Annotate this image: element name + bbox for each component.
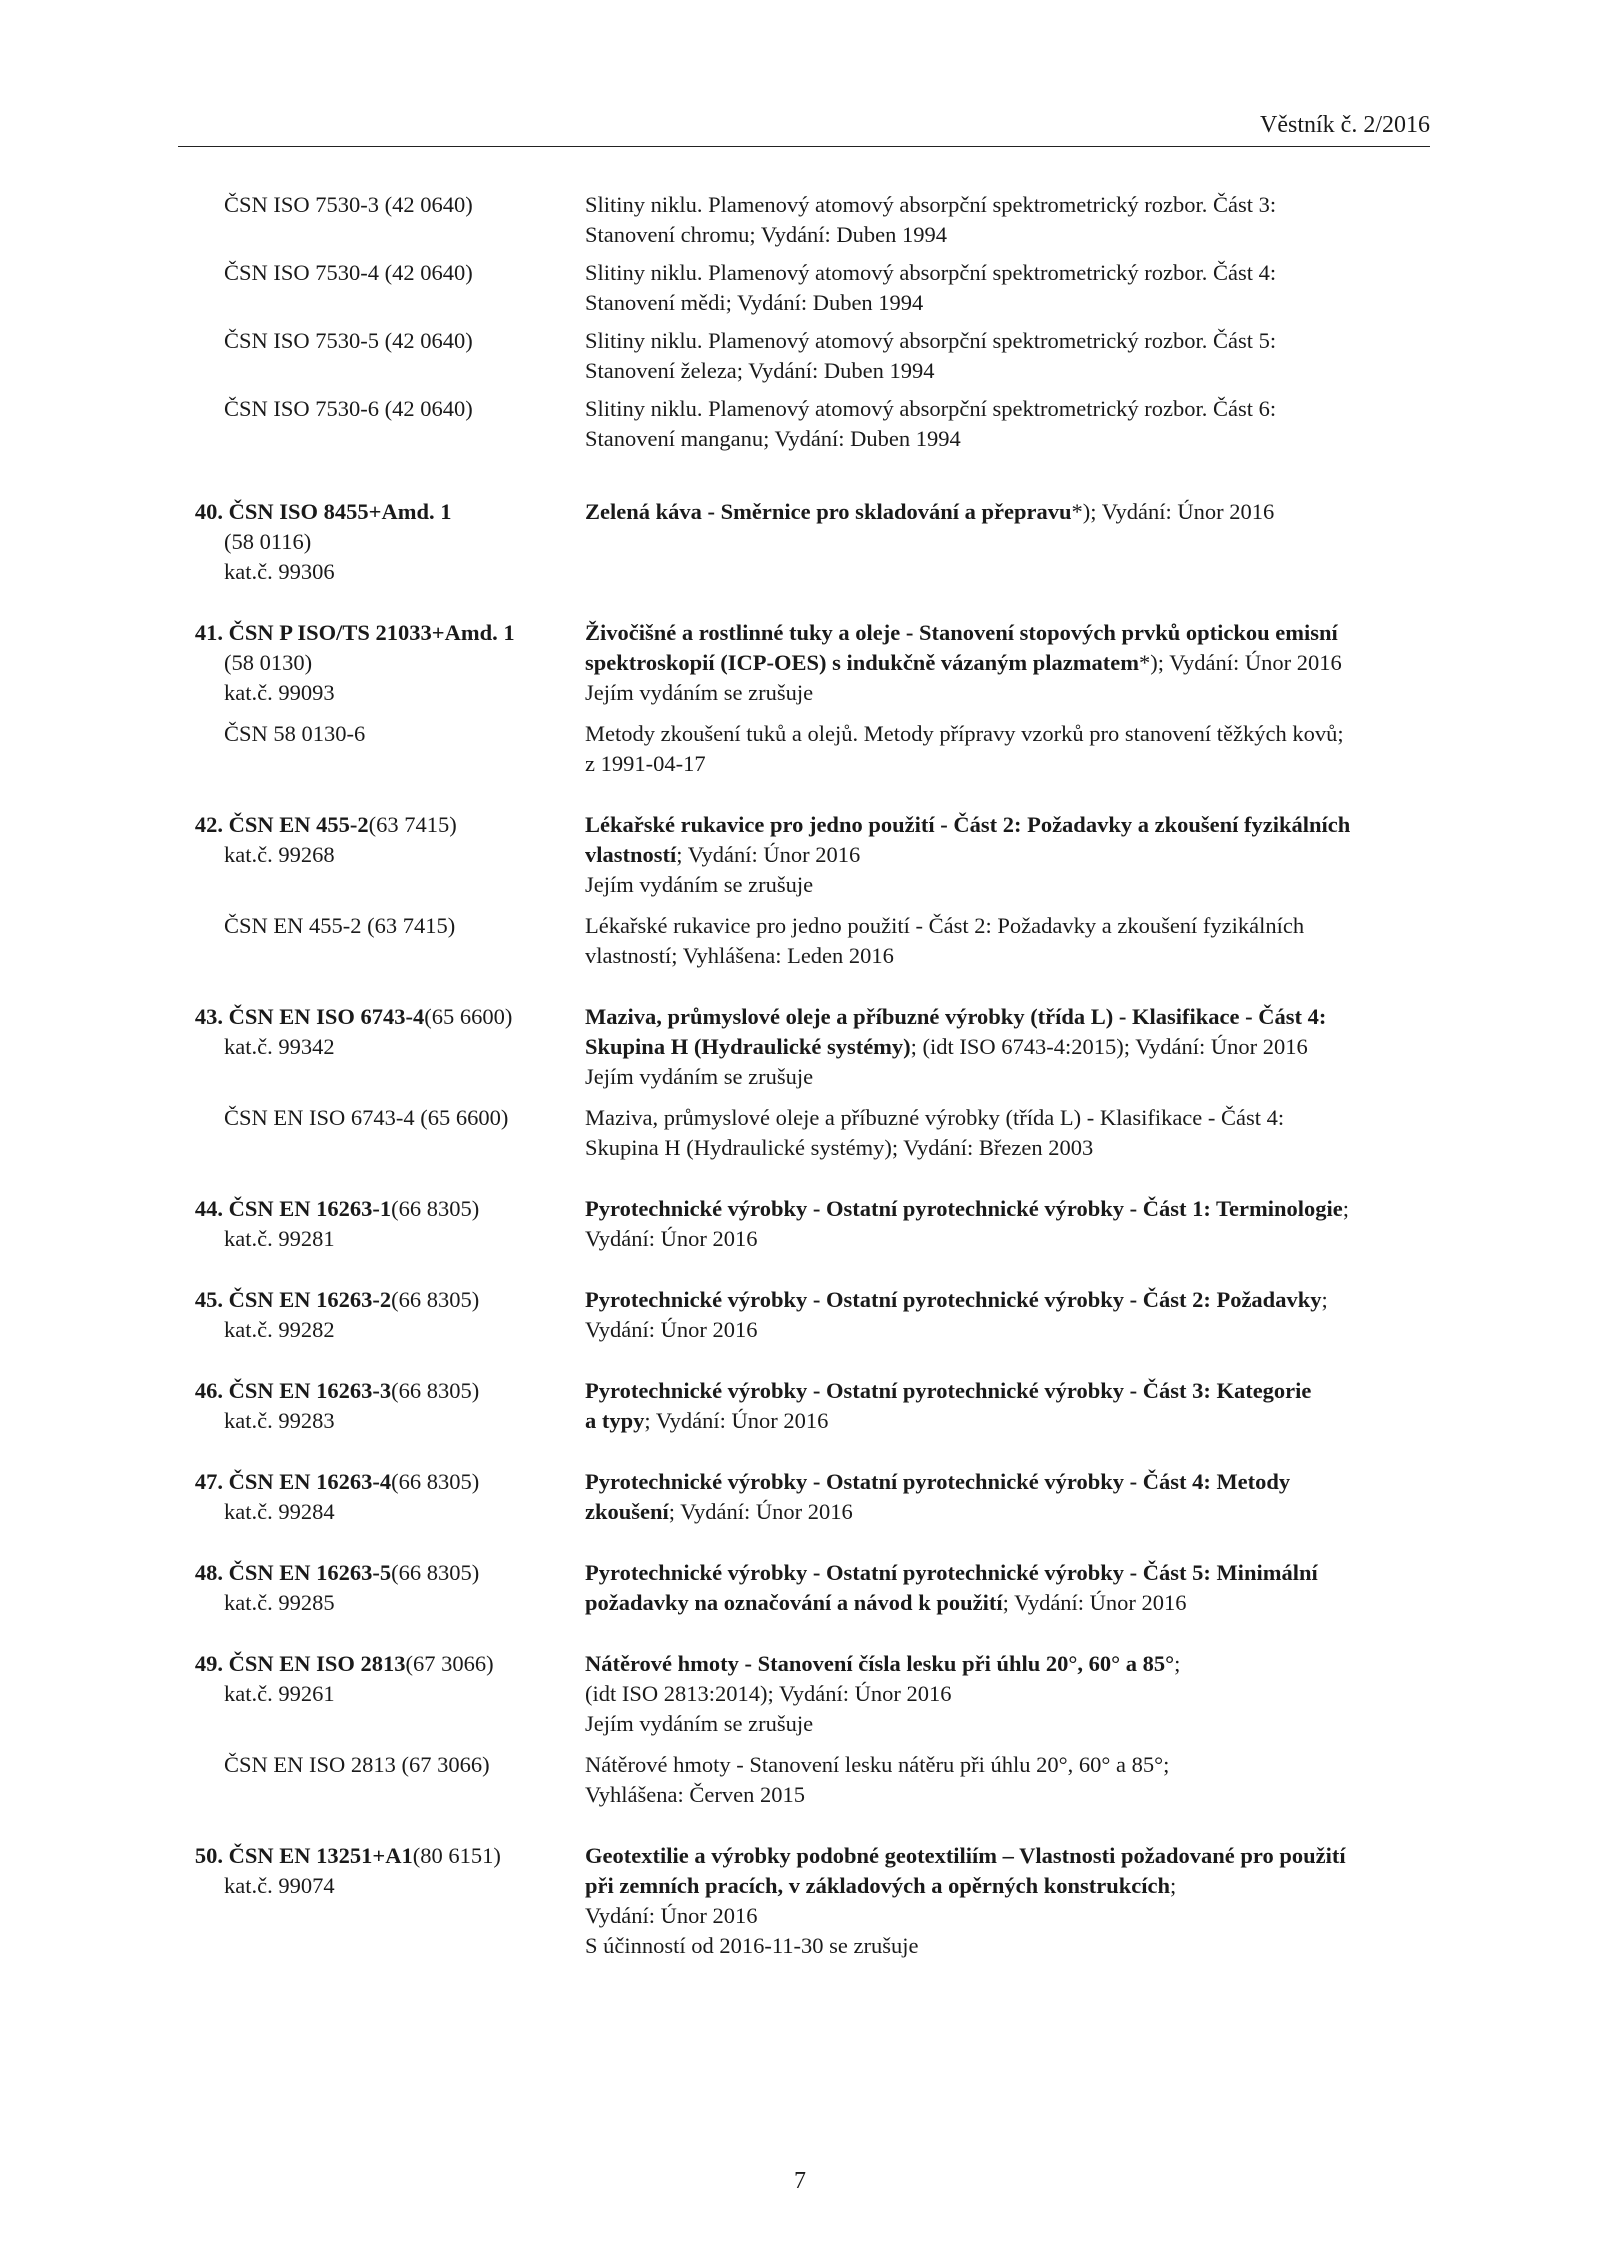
standard-entry — [188, 810, 1438, 971]
entry-code: ČSN EN ISO 2813 — [228, 1651, 406, 1676]
entry-identifier — [188, 618, 585, 708]
entry-code: ČSN P ISO/TS 21033+Amd. 1 — [228, 620, 515, 645]
description-line: Stanovení železa; Vydání: Duben 1994 — [585, 358, 935, 383]
title-bold-text: zkoušení — [585, 1499, 669, 1524]
title-normal-text: Vydání: Únor 2016 — [585, 1226, 758, 1251]
title-line — [585, 1841, 1437, 1871]
title-normal-text: S účinností od 2016-11-30 se zrušuje — [585, 1933, 919, 1958]
title-normal-text: ; (idt ISO 6743-4:2015); Vydání: Únor 2016 — [910, 1034, 1308, 1059]
entry-title — [585, 1558, 1437, 1618]
entry-identifier — [188, 1467, 585, 1527]
entry-code-line — [188, 1285, 585, 1315]
entry-title — [585, 1285, 1437, 1345]
description-line: Skupina H (Hydraulické systémy); Vydání: Březen 2003 — [585, 1135, 1094, 1160]
description-line: Metody zkoušení tuků a olejů. Metody přípravy vzorků pro stanovení těžkých kovů; — [585, 721, 1344, 746]
entry-number: 41. — [194, 620, 223, 645]
continued-entries — [188, 190, 1438, 454]
title-line — [585, 497, 1437, 527]
title-bold-text: Pyrotechnické výrobky - Ostatní pyrotechnické výrobky - Část 5: Minimální — [585, 1560, 1318, 1585]
page-header — [178, 110, 1430, 147]
title-bold-text: Nátěrové hmoty - Stanovení čísla lesku při úhlu 20°, 60° a 85° — [585, 1651, 1175, 1676]
description-line: z 1991-04-17 — [585, 751, 706, 776]
entry-catalog-info: kat.č. 99306 — [224, 559, 335, 584]
replaced-standard-row — [188, 1750, 1438, 1810]
entry-identifier — [188, 1558, 585, 1618]
title-bold-text: Pyrotechnické výrobky - Ostatní pyrotechnické výrobky - Část 1: Terminologie — [585, 1196, 1343, 1221]
title-line — [585, 1649, 1437, 1679]
title-line — [585, 678, 1437, 708]
entry-catalog-info: kat.č. 99074 — [224, 1873, 335, 1898]
description-line: Slitiny niklu. Plamenový atomový absorpční spektrometrický rozbor. Část 6: — [585, 396, 1277, 421]
entry-code: ČSN EN 16263-2 — [228, 1287, 392, 1312]
standard-entry — [188, 1376, 1438, 1436]
entry-identifier — [188, 810, 585, 870]
title-bold-text: Pyrotechnické výrobky - Ostatní pyrotechnické výrobky - Část 2: Požadavky — [585, 1287, 1322, 1312]
replaced-standard-description — [585, 719, 1437, 779]
title-normal-text: Jejím vydáním se zrušuje — [585, 1711, 814, 1736]
entry-title — [585, 618, 1437, 708]
standard-code: ČSN ISO 7530-6 (42 0640) — [224, 396, 473, 421]
title-line — [585, 1901, 1437, 1931]
entry-identifier — [188, 497, 585, 587]
entry-class-code: (66 8305) — [391, 1560, 480, 1585]
entry-number: 42. — [194, 812, 223, 837]
entry-main-row — [188, 810, 1438, 900]
standard-description — [585, 258, 1437, 318]
entry-number: 48. — [194, 1560, 223, 1585]
entry-number: 50. — [194, 1843, 223, 1868]
standard-entry — [188, 1649, 1438, 1810]
entry-identifier — [188, 1376, 585, 1436]
standard-entry — [188, 1002, 1438, 1163]
standard-code: ČSN ISO 7530-4 (42 0640) — [224, 260, 473, 285]
title-bold-text: Geotextilie a výrobky podobné geotextiliím – Vlastnosti požadované pro použití — [585, 1843, 1346, 1868]
title-line — [585, 1679, 1437, 1709]
entry-code: ČSN EN 16263-5 — [228, 1560, 392, 1585]
title-normal-text: Jejím vydáním se zrušuje — [585, 680, 814, 705]
replaced-standard-row — [188, 719, 1438, 779]
entry-class-code: (80 6151) — [412, 1843, 501, 1868]
standard-code: ČSN ISO 7530-3 (42 0640) — [224, 192, 473, 217]
entry-identifier — [188, 1285, 585, 1345]
standard-entry — [188, 1467, 1438, 1527]
description-line: Stanovení mědi; Vydání: Duben 1994 — [585, 290, 924, 315]
entry-title — [585, 1649, 1437, 1739]
title-normal-text: ; Vydání: Únor 2016 — [644, 1408, 829, 1433]
title-bold-text: Pyrotechnické výrobky - Ostatní pyrotechnické výrobky - Část 3: Kategorie — [585, 1378, 1312, 1403]
title-normal-text: ; Vydání: Únor 2016 — [1002, 1590, 1187, 1615]
title-line — [585, 810, 1437, 840]
entry-title — [585, 1194, 1437, 1254]
title-bold-text: Skupina H (Hydraulické systémy) — [585, 1034, 911, 1059]
title-bold-text: a typy — [585, 1408, 645, 1433]
replaced-standard-code: ČSN 58 0130-6 — [224, 721, 366, 746]
title-line — [585, 1871, 1437, 1901]
standard-entry — [188, 1841, 1438, 1961]
title-bold-text: Maziva, průmyslové oleje a příbuzné výrobky (třída L) - Klasifikace - Část 4: — [585, 1004, 1327, 1029]
title-line — [585, 1062, 1437, 1092]
standard-entry — [188, 618, 1438, 779]
title-bold-text: Zelená káva - Směrnice pro skladování a přepravu — [585, 499, 1072, 524]
standard-description — [585, 190, 1437, 250]
entry-code: ČSN EN 16263-1 — [228, 1196, 392, 1221]
entry-code-line — [188, 1467, 585, 1497]
title-line — [585, 1588, 1437, 1618]
entry-catalog-info: kat.č. 99284 — [224, 1499, 335, 1524]
title-line — [585, 1558, 1437, 1588]
title-line — [585, 1467, 1437, 1497]
standard-description — [585, 394, 1437, 454]
entry-title — [585, 1841, 1437, 1961]
title-line — [585, 1315, 1437, 1345]
entry-main-row — [188, 1558, 1438, 1618]
continued-entry-row — [188, 258, 1438, 318]
standard-entry — [188, 1558, 1438, 1618]
entry-main-row — [188, 1649, 1438, 1739]
description-line: Maziva, průmyslové oleje a příbuzné výrobky (třída L) - Klasifikace - Část 4: — [585, 1105, 1285, 1130]
entry-catalog-info: kat.č. 99268 — [224, 842, 335, 867]
title-normal-text: *); Vydání: Únor 2016 — [1071, 499, 1275, 524]
title-normal-text: Vydání: Únor 2016 — [585, 1317, 758, 1342]
replaced-standard-row — [188, 1103, 1438, 1163]
entry-title — [585, 810, 1437, 900]
title-line — [585, 1931, 1437, 1961]
entry-class-code: (65 6600) — [424, 1004, 513, 1029]
entries-list — [188, 497, 1438, 1961]
title-line — [585, 1194, 1437, 1224]
entry-code: ČSN EN 16263-4 — [228, 1469, 392, 1494]
entry-title — [585, 1002, 1437, 1092]
title-line — [585, 840, 1437, 870]
title-normal-text: ; Vydání: Únor 2016 — [676, 842, 861, 867]
entry-title — [585, 497, 1437, 527]
replaced-standard-code: ČSN EN ISO 6743-4 (65 6600) — [224, 1105, 509, 1130]
standard-entry — [188, 497, 1438, 587]
entry-catalog-info: kat.č. 99285 — [224, 1590, 335, 1615]
bulletin-title: Věstník č. 2/2016 — [1260, 112, 1430, 138]
title-normal-text: ; Vydání: Únor 2016 — [668, 1499, 853, 1524]
title-bold-text: spektroskopií (ICP-OES) s indukčně vázaným plazmatem — [585, 650, 1140, 675]
entry-number: 40. — [194, 499, 223, 524]
title-line — [585, 618, 1437, 648]
entry-number: 49. — [194, 1651, 223, 1676]
continued-entry-row — [188, 326, 1438, 386]
entry-class-code: (66 8305) — [391, 1287, 480, 1312]
entry-code: ČSN EN 13251+A1 — [228, 1843, 413, 1868]
entry-class-code: (66 8305) — [391, 1469, 480, 1494]
entry-code-line — [188, 810, 585, 840]
entry-main-row — [188, 497, 1438, 587]
entry-identifier — [188, 1841, 585, 1901]
page-number: 7 — [794, 2168, 806, 2194]
entry-class-code: (66 8305) — [391, 1378, 480, 1403]
entry-number: 45. — [194, 1287, 223, 1312]
entry-catalog-info: kat.č. 99342 — [224, 1034, 335, 1059]
title-bold-text: Živočišné a rostlinné tuky a oleje - Stanovení stopových prvků optickou emisní — [585, 620, 1338, 645]
title-line — [585, 870, 1437, 900]
entry-main-row — [188, 1376, 1438, 1436]
entry-code-line — [188, 1558, 585, 1588]
standards-list — [188, 190, 1438, 1992]
entry-catalog-info: kat.č. 99261 — [224, 1681, 335, 1706]
entry-code: ČSN EN ISO 6743-4 — [228, 1004, 425, 1029]
title-line — [585, 1032, 1437, 1062]
replaced-standard-row — [188, 911, 1438, 971]
title-line — [585, 1002, 1437, 1032]
entry-class-code: (63 7415) — [368, 812, 457, 837]
continued-entry-row — [188, 190, 1438, 250]
title-normal-text: ; — [1174, 1651, 1181, 1676]
title-bold-text: Lékařské rukavice pro jedno použití - Část 2: Požadavky a zkoušení fyzikálních — [585, 812, 1351, 837]
entry-catalog-info: kat.č. 99281 — [224, 1226, 335, 1251]
replaced-standard-description — [585, 911, 1437, 971]
title-line — [585, 1497, 1437, 1527]
title-line — [585, 1376, 1437, 1406]
entry-code-line — [188, 497, 585, 527]
replaced-standard-description — [585, 1103, 1437, 1163]
standard-entry — [188, 1194, 1438, 1254]
title-line — [585, 648, 1437, 678]
title-bold-text: vlastností — [585, 842, 677, 867]
title-bold-text: při zemních pracích, v základových a opěrných konstrukcích — [585, 1873, 1171, 1898]
title-normal-text: Jejím vydáním se zrušuje — [585, 1064, 814, 1089]
title-bold-text: Pyrotechnické výrobky - Ostatní pyrotechnické výrobky - Část 4: Metody — [585, 1469, 1291, 1494]
title-line — [585, 1406, 1437, 1436]
description-line: vlastností; Vyhlášena: Leden 2016 — [585, 943, 894, 968]
standard-entry — [188, 1285, 1438, 1345]
entry-class-code: (67 3066) — [405, 1651, 494, 1676]
entry-code-line — [188, 1002, 585, 1032]
title-bold-text: požadavky na označování a návod k použití — [585, 1590, 1003, 1615]
entry-main-row — [188, 618, 1438, 708]
entry-code-line — [188, 1194, 585, 1224]
entry-main-row — [188, 1194, 1438, 1254]
title-normal-text: Jejím vydáním se zrušuje — [585, 872, 814, 897]
entry-title — [585, 1467, 1437, 1527]
entry-number: 44. — [194, 1196, 223, 1221]
description-line: Stanovení manganu; Vydání: Duben 1994 — [585, 426, 961, 451]
title-normal-text: ; — [1170, 1873, 1177, 1898]
title-normal-text: *); Vydání: Únor 2016 — [1139, 650, 1342, 675]
entry-catalog-info: kat.č. 99093 — [224, 680, 335, 705]
description-line: Lékařské rukavice pro jedno použití - Část 2: Požadavky a zkoušení fyzikálních — [585, 913, 1305, 938]
description-line: Slitiny niklu. Plamenový atomový absorpční spektrometrický rozbor. Část 3: — [585, 192, 1277, 217]
entry-main-row — [188, 1285, 1438, 1345]
entry-main-row — [188, 1841, 1438, 1961]
entry-code-line — [188, 1649, 585, 1679]
replaced-standard-description — [585, 1750, 1437, 1810]
title-line — [585, 1709, 1437, 1739]
entry-code: ČSN ISO 8455+Amd. 1 — [228, 499, 452, 524]
entry-identifier — [188, 1002, 585, 1062]
description-line: Nátěrové hmoty - Stanovení lesku nátěru při úhlu 20°, 60° a 85°; — [585, 1752, 1170, 1777]
description-line: Slitiny niklu. Plamenový atomový absorpční spektrometrický rozbor. Část 4: — [585, 260, 1277, 285]
title-normal-text: ; — [1321, 1287, 1328, 1312]
title-normal-text: ; — [1342, 1196, 1349, 1221]
entry-main-row — [188, 1467, 1438, 1527]
entry-title — [585, 1376, 1437, 1436]
description-line: Stanovení chromu; Vydání: Duben 1994 — [585, 222, 948, 247]
description-line: Slitiny niklu. Plamenový atomový absorpční spektrometrický rozbor. Část 5: — [585, 328, 1277, 353]
entry-main-row — [188, 1002, 1438, 1092]
entry-catalog-info: (58 0116) — [224, 529, 312, 554]
title-line — [585, 1224, 1437, 1254]
title-normal-text: (idt ISO 2813:2014); Vydání: Únor 2016 — [585, 1681, 952, 1706]
entry-class-code: (66 8305) — [391, 1196, 480, 1221]
replaced-standard-code: ČSN EN 455-2 (63 7415) — [224, 913, 456, 938]
entry-catalog-info: kat.č. 99283 — [224, 1408, 335, 1433]
description-line: Vyhlášena: Červen 2015 — [585, 1782, 805, 1807]
entry-catalog-info: (58 0130) — [224, 650, 313, 675]
entry-identifier — [188, 1194, 585, 1254]
title-line — [585, 1285, 1437, 1315]
entry-catalog-info: kat.č. 99282 — [224, 1317, 335, 1342]
entry-code-line — [188, 618, 585, 648]
entry-code-line — [188, 1376, 585, 1406]
entry-number: 46. — [194, 1378, 223, 1403]
entry-code-line — [188, 1841, 585, 1871]
standard-code: ČSN ISO 7530-5 (42 0640) — [224, 328, 473, 353]
entry-code: ČSN EN 455-2 — [228, 812, 369, 837]
entry-number: 43. — [194, 1004, 223, 1029]
entry-code: ČSN EN 16263-3 — [228, 1378, 392, 1403]
continued-entry-row — [188, 394, 1438, 454]
standard-description — [585, 326, 1437, 386]
title-normal-text: Vydání: Únor 2016 — [585, 1903, 758, 1928]
entry-identifier — [188, 1649, 585, 1709]
replaced-standard-code: ČSN EN ISO 2813 (67 3066) — [224, 1752, 490, 1777]
entry-number: 47. — [194, 1469, 223, 1494]
